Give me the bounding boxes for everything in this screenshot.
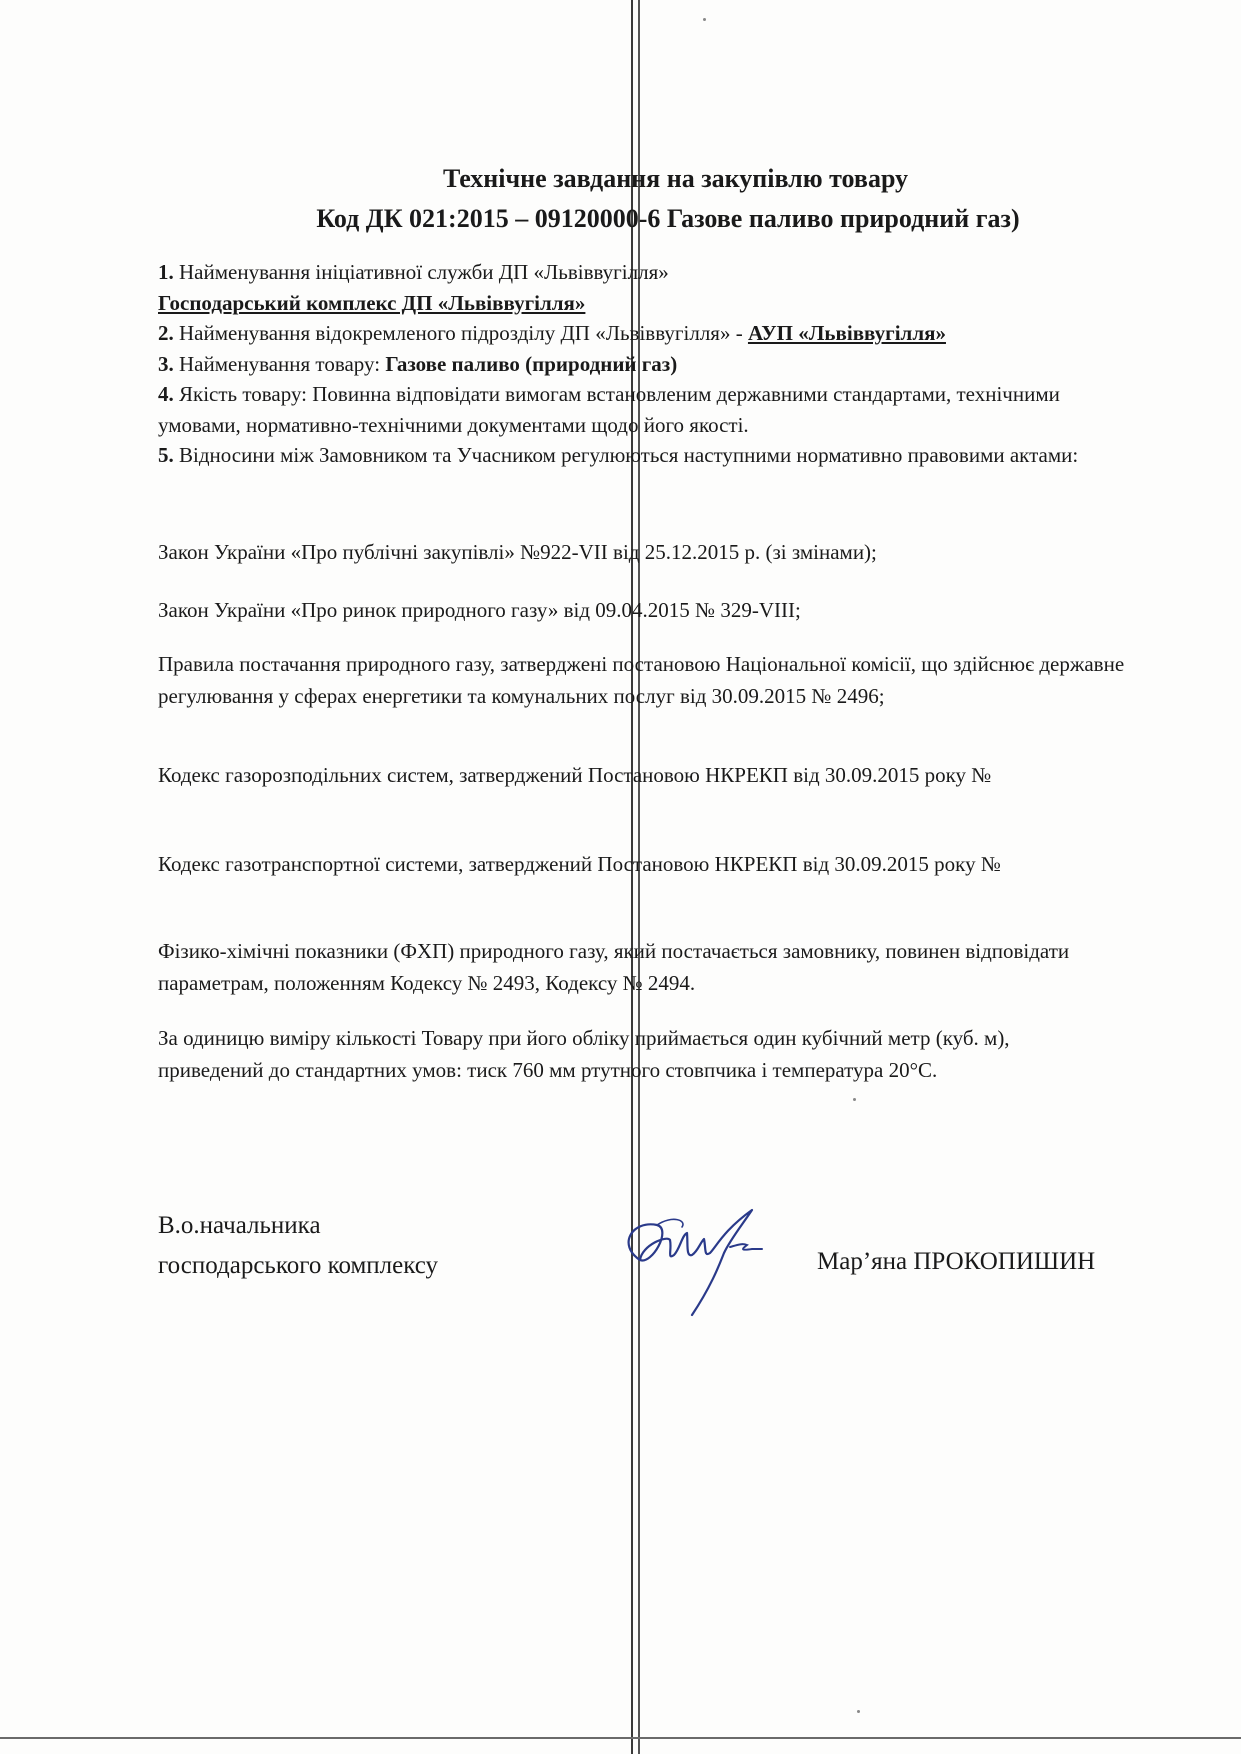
signer-position [158,1206,438,1286]
unit-of-measure: За одиницю виміру кількості Товару при його обліку приймається один кубічний метр (куб. м), приведений до стандартних умов: тиск 760 мм ртутного стовпчика і температура 20°С. [158,1026,1010,1082]
requirements-list [158,257,1118,471]
item-number: 2. [158,321,174,345]
position-line-2: господарського комплексу [158,1252,439,1279]
item-number: 5. [158,443,174,467]
law-procurement: Закон України «Про публічні закупівлі» №922-VIІ від 25.12.2015 р. (зі змінами); [158,540,877,564]
item-label: Найменування відокремленого підрозділу ДП «Львіввугілля» - [179,321,748,345]
scan-artifact-bottom-line [0,1737,1241,1739]
title-line-2: Код ДК 021:2015 – 09120000-6 Газове паливо природний газ) [316,204,1020,233]
item-value: Господарський комплекс ДП «Львіввугілля» [158,290,586,315]
item-text: Якість товару: Повинна відповідати вимогам встановленим державними стандартами, технічними умовами, нормативно-технічними документами щодо його якості. [158,382,1060,437]
handwritten-signature [612,1205,812,1335]
transmission-code: Кодекс газотранспортної системи, затверджений Постановою НКРЕКП від 30.09.2015 року № [158,852,1001,876]
scan-speck [857,1710,860,1713]
scan-speck [703,18,706,21]
title-line-1: Технічне завдання на закупівлю товару [442,164,909,193]
item-5 [158,440,1118,471]
item-text: Відносини між Замовником та Учасником регулюються наступними нормативно правовими актами: [179,443,1079,467]
document-title [0,159,1241,239]
physicochemical-params: Фізико-хімічні показники (ФХП) природного газу, який постачається замовнику, повинен відповідати параметрам, положенням Кодексу № 2493, Кодексу № 2494. [158,939,1070,995]
item-value: АУП «Львіввугілля» [747,321,946,345]
item-number: 1. [158,260,174,284]
item-number: 4. [158,382,174,406]
position-line-1: В.о.начальника [158,1212,321,1239]
scan-speck [853,1098,856,1101]
distribution-code: Кодекс газорозподільних систем, затверджений Постановою НКРЕКП від 30.09.2015 року № [158,763,992,787]
item-number: 3. [158,351,174,376]
item-value: Газове паливо (природний газ) [385,351,678,376]
item-2 [158,318,1118,349]
item-label: Найменування товару: [179,351,386,376]
item-label: Найменування ініціативної служби ДП «Львіввугілля» [179,260,669,284]
gas-supply-rules: Правила постачання природного газу, затверджені постановою Національної комісії, що здійснює державне регулювання у сферах енергетики та комунальних послуг від 30.09.2015 № 2496; [158,652,1125,708]
item-4 [158,379,1118,440]
item-3 [158,349,1118,380]
signer-name: Мар’яна ПРОКОПИШИН [817,1248,1096,1275]
item-1-value-line [158,288,1118,319]
item-1 [158,257,1118,288]
law-gas-market: Закон України «Про ринок природного газу» від 09.04.2015 № 329-VIII; [158,598,801,622]
